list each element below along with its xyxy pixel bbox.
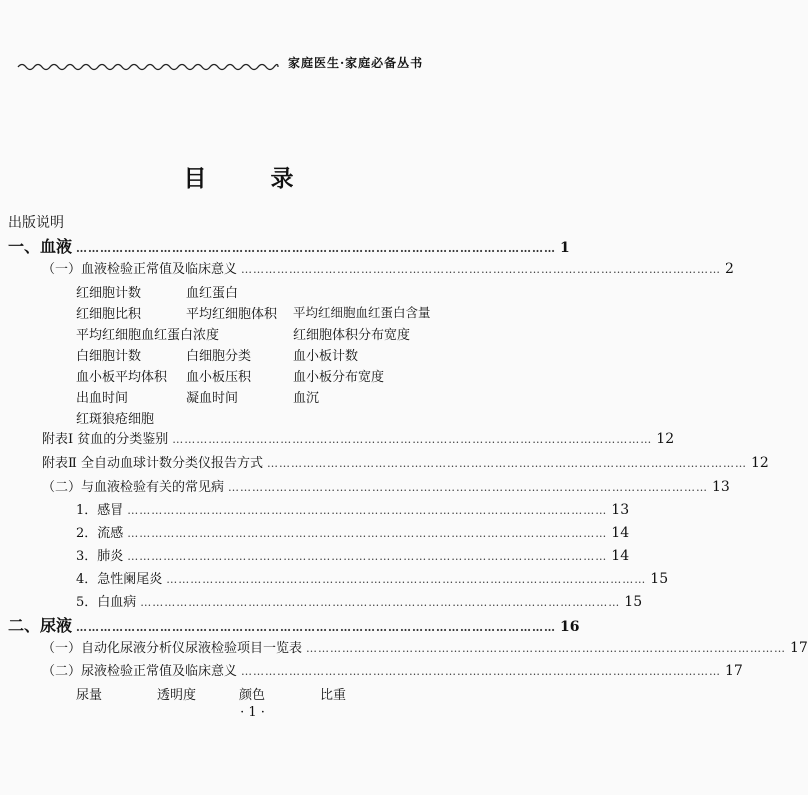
toc-page: 1 [560, 240, 570, 256]
toc-preface[interactable] [8, 212, 64, 232]
toc-page: 12 [750, 455, 769, 471]
toc-leader: ………………………………………………………………………………………………………… [172, 433, 653, 446]
test-item: 血红蛋白 [186, 286, 239, 301]
toc-page: 15 [650, 571, 669, 587]
toc-entry[interactable] [8, 234, 570, 256]
test-item: 血小板分布宽度 [293, 370, 385, 385]
series-title: 家庭医生·家庭必备丛书 [288, 56, 424, 70]
toc-leader: ………………………………………………………………………………………………………… [266, 457, 747, 470]
test-item: 血小板压积 [186, 370, 252, 385]
toc-entry[interactable] [42, 452, 769, 472]
toc-page: 14 [611, 548, 630, 564]
test-item: 血沉 [293, 391, 320, 406]
test-item: 平均红细胞血红蛋白浓度 [76, 328, 220, 343]
test-item: 红细胞计数 [76, 286, 142, 301]
toc-label: 出版说明 [8, 215, 64, 231]
test-item: 颜色 [239, 688, 266, 703]
toc-label: 一、血液 [8, 237, 73, 256]
test-item: 平均红细胞体积 [186, 307, 278, 322]
toc-entry[interactable] [76, 591, 643, 611]
toc-leader: ………………………………………………………………………………………………………… [306, 642, 787, 655]
test-item: 血小板平均体积 [76, 370, 168, 385]
toc-entry[interactable] [76, 522, 630, 542]
toc-label: 3．肺炎 [76, 549, 124, 564]
toc-label: （一）血液检验正常值及临床意义 [42, 262, 238, 277]
test-item: 出血时间 [76, 391, 129, 406]
toc-page: 2 [725, 261, 734, 277]
toc-leader: ………………………………………………………………………………………………………… [241, 665, 722, 678]
toc-leader: ………………………………………………………………………………………………………… [127, 550, 608, 563]
page-title: 目 录 [183, 165, 322, 192]
toc-label: 二、尿液 [8, 616, 73, 635]
toc-entry[interactable] [76, 499, 630, 519]
test-item: 血小板计数 [293, 349, 359, 364]
toc-page: 13 [611, 502, 630, 518]
test-item: 比重 [320, 688, 347, 703]
toc-entry[interactable] [42, 637, 808, 657]
test-item: 白细胞计数 [76, 349, 142, 364]
toc-page: 17 [725, 663, 743, 679]
toc-page: 15 [624, 594, 643, 610]
toc-leader: ………………………………………………………………………………………………………… [241, 263, 722, 276]
toc-entry[interactable] [42, 428, 675, 448]
test-item: 红细胞比积 [76, 307, 142, 322]
toc-leader: ………………………………………………………………………………………………………… [228, 481, 709, 494]
toc-leader: ………………………………………………………………………………………………………… [166, 573, 647, 586]
toc-label: 5．白血病 [76, 595, 137, 610]
toc-leader: ………………………………………………………………………………………………………… [140, 596, 621, 609]
toc-leader: ………………………………………………………………………………………………………… [76, 242, 557, 255]
toc-leader: ………………………………………………………………………………………………………… [127, 527, 608, 540]
toc-entry[interactable] [42, 476, 730, 496]
toc-label: 4．急性阑尾炎 [76, 572, 163, 587]
test-item: 红斑狼疮细胞 [76, 412, 155, 427]
toc-leader: ………………………………………………………………………………………………………… [76, 621, 557, 634]
test-item: 透明度 [157, 688, 197, 703]
test-item: 凝血时间 [186, 391, 239, 406]
test-item: 红细胞体积分布宽度 [293, 328, 411, 343]
toc-entry[interactable] [76, 545, 630, 565]
toc-entry[interactable] [42, 660, 743, 680]
toc-label: （二）尿液检验正常值及临床意义 [42, 664, 238, 679]
toc-page: 14 [611, 525, 630, 541]
toc-page: 16 [560, 619, 580, 635]
toc-label: 1．感冒 [76, 503, 124, 518]
toc-label: 附表Ⅰ 贫血的分类鉴别 [42, 432, 169, 447]
test-item: 白细胞分类 [186, 349, 252, 364]
page-number: · 1 · [240, 705, 265, 720]
toc-label: 2．流感 [76, 526, 124, 541]
toc-entry[interactable] [8, 613, 580, 635]
toc-page: 13 [712, 479, 730, 495]
test-item: 平均红细胞血红蛋白含量 [293, 305, 431, 320]
toc-entry[interactable] [76, 568, 669, 588]
toc-label: （一）自动化尿液分析仪尿液检验项目一览表 [42, 641, 303, 656]
toc-label: （二）与血液检验有关的常见病 [42, 480, 225, 495]
toc-page: 12 [656, 431, 675, 447]
header-ornament-wave [18, 62, 286, 72]
toc-leader: ………………………………………………………………………………………………………… [127, 504, 608, 517]
toc-label: 附表Ⅱ 全自动血球计数分类仪报告方式 [42, 456, 263, 471]
toc-entry[interactable] [42, 258, 734, 278]
test-item: 尿量 [76, 688, 103, 703]
toc-page: 17 [790, 640, 808, 656]
